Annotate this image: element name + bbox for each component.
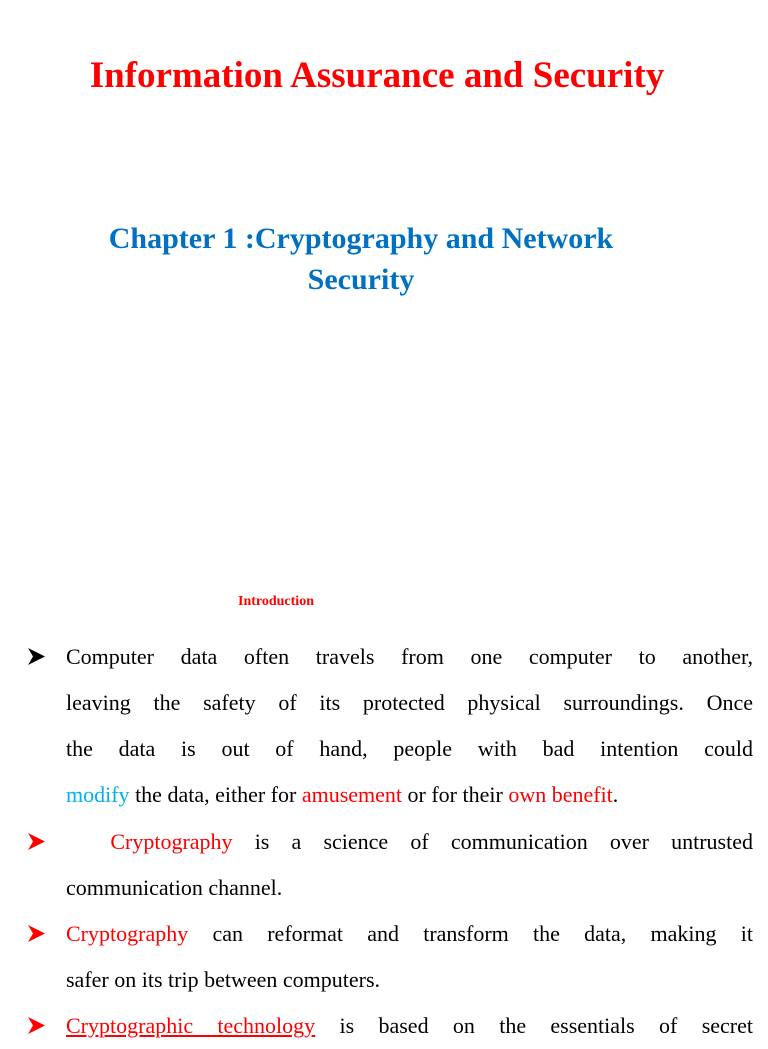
bullet-1-line-4	[66, 772, 753, 818]
bullet-1-line-2: leaving the safety of its protected physical surroundings. Once	[66, 690, 753, 715]
bullet-2-line-1-rest: is a science of communication over untrusted	[232, 829, 753, 854]
highlight-own-benefit: own benefit	[508, 782, 613, 807]
chapter-title	[0, 218, 722, 300]
bullet-2-line-1	[66, 819, 753, 865]
chapter-title-line-2: Security	[307, 263, 415, 296]
arrowhead-bullet-icon	[28, 1003, 50, 1049]
bullet-item-1	[66, 634, 753, 818]
highlight-amusement: amusement	[301, 782, 403, 807]
bullet-1-line-1: Computer data often travels from one computer to another,	[66, 644, 753, 669]
bullet-3-line-2: safer on its trip between computers.	[66, 967, 381, 992]
term-cryptography: Cryptography	[110, 829, 233, 854]
bullet-item-2	[66, 819, 753, 911]
arrowhead-bullet-icon	[28, 819, 50, 865]
arrowhead-bullet-icon	[28, 634, 50, 680]
bullet-3-line-1	[66, 911, 753, 957]
highlight-modify: modify	[66, 782, 130, 807]
bullet-1-text-3: .	[612, 782, 619, 807]
bullet-4-line-1	[66, 1003, 753, 1049]
chapter-title-line-1: Chapter 1 :Cryptography and Network	[108, 222, 614, 255]
bullet-1-line-3: the data is out of hand, people with bad intention could	[66, 736, 753, 761]
bullet-1-text-2: or for their	[402, 782, 509, 807]
arrowhead-bullet-icon	[28, 911, 50, 957]
bullet-2-line-2: communication channel.	[66, 875, 283, 900]
term-cryptography: Cryptography	[66, 921, 189, 946]
bullet-item-4	[66, 1003, 753, 1049]
bullet-3-line-1-rest: can reformat and transform the data, making it	[188, 921, 753, 946]
section-heading-introduction: Introduction	[238, 594, 314, 609]
bullet-4-line-1-rest: is based on the essentials of secret	[315, 1013, 753, 1038]
bullet-1-text-1: the data, either for	[129, 782, 302, 807]
bullet-item-3	[66, 911, 753, 1003]
document-title: Information Assurance and Security	[89, 55, 665, 96]
term-cryptographic-technology: Cryptographic technology	[66, 1013, 316, 1038]
